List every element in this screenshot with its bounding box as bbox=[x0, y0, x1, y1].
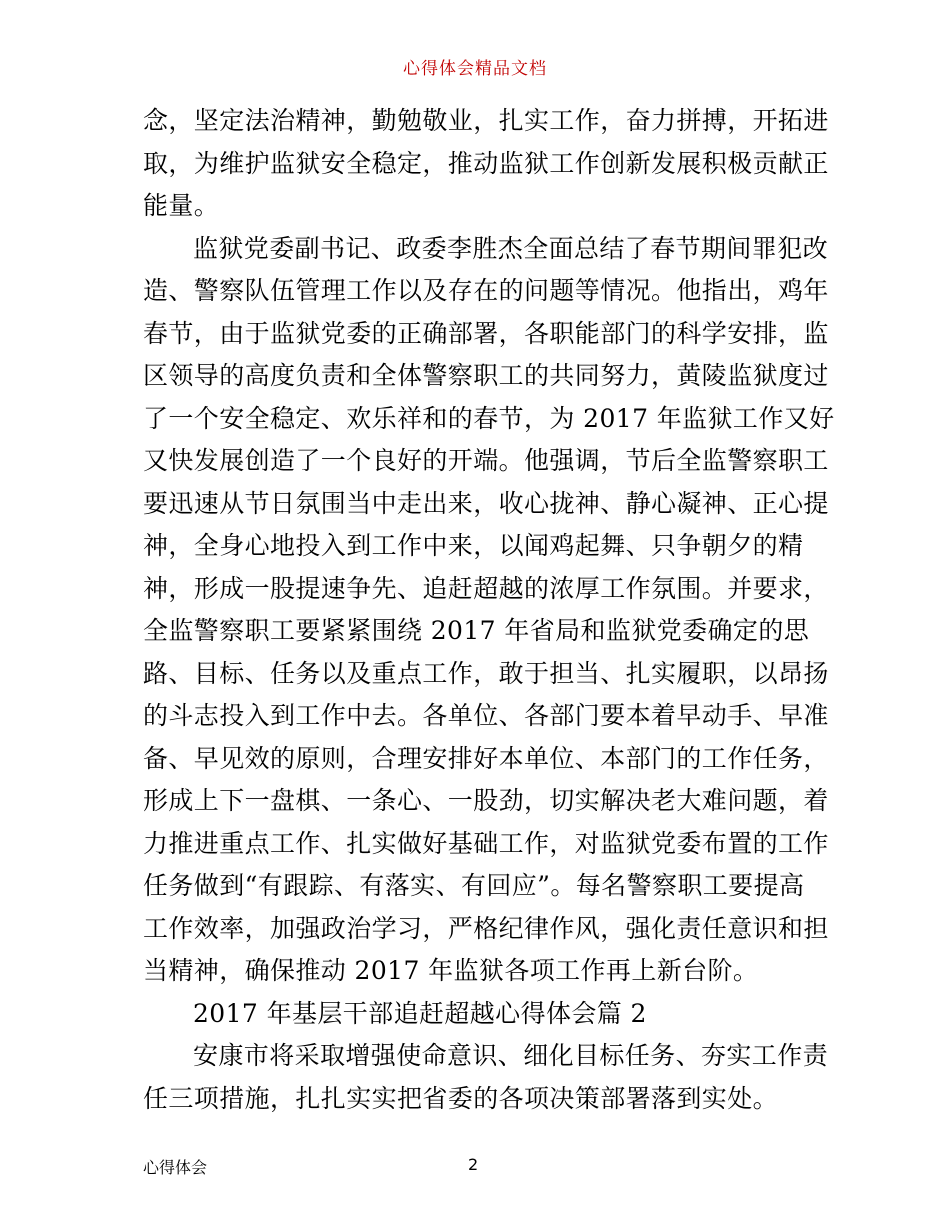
text-line: 力推进重点工作、扎实做好基础工作，对监狱党委布置的工作 bbox=[143, 828, 829, 858]
text-line: 念，坚定法治精神，勤勉敬业，扎实工作，奋力拼搏，开拓进 bbox=[143, 106, 829, 135]
text-line: 工作效率，加强政治学习，严格纪律作风，强化责任意识和担 bbox=[143, 913, 829, 943]
text-line: 2017 年基层干部追赶超越心得体会篇 2 bbox=[193, 998, 647, 1028]
page-number: 2 bbox=[468, 1155, 479, 1174]
text-line: 造、警察队伍管理工作以及存在的问题等情况。他指出，鸡年 bbox=[143, 276, 829, 305]
text-line: 当精神，确保推动 2017 年监狱各项工作再上新台阶。 bbox=[143, 956, 759, 985]
text-line: 神，全身心地投入到工作中来，以闻鸡起舞、只争朝夕的精 bbox=[143, 531, 804, 560]
text-line: 监狱党委副书记、政委李胜杰全面总结了春节期间罪犯改 bbox=[193, 233, 829, 263]
text-line: 全监警察职工要紧紧围绕 2017 年省局和监狱党委确定的思 bbox=[143, 616, 810, 645]
text-line: 又快发展创造了一个良好的开端。他强调，节后全监警察职工 bbox=[143, 446, 829, 475]
text-line: 任务做到“有跟踪、有落实、有回应”。每名警察职工要提高 bbox=[143, 871, 805, 900]
text-line: 任三项措施，扎扎实实把省委的各项决策部署落到实处。 bbox=[143, 1083, 779, 1113]
text-line: 了一个安全稳定、欢乐祥和的春节，为 2017 年监狱工作又好 bbox=[143, 403, 835, 433]
text-line: 神，形成一股提速争先、追赶超越的浓厚工作氛围。并要求， bbox=[143, 573, 829, 603]
text-line: 取，为维护监狱安全稳定，推动监狱工作创新发展积极贡献正 bbox=[143, 148, 829, 178]
text-line: 春节，由于监狱党委的正确部署，各职能部门的科学安排，监 bbox=[143, 318, 829, 348]
document-header: 心得体会精品文档 bbox=[403, 59, 547, 79]
footer-label: 心得体会 bbox=[143, 1158, 208, 1177]
text-line: 要迅速从节日氛围当中走出来，收心拢神、静心凝神、正心提 bbox=[143, 488, 829, 518]
text-line: 区领导的高度负责和全体警察职工的共同努力，黄陵监狱度过 bbox=[143, 361, 829, 390]
text-line: 形成上下一盘棋、一条心、一股劲，切实解决老大难问题，着 bbox=[143, 786, 829, 815]
text-line: 备、早见效的原则，合理安排好本单位、本部门的工作任务， bbox=[143, 743, 829, 773]
text-line: 的斗志投入到工作中去。各单位、各部门要本着早动手、早准 bbox=[143, 701, 829, 730]
document-body bbox=[143, 100, 835, 1120]
text-line: 路、目标、任务以及重点工作，敢于担当、扎实履职，以昂扬 bbox=[143, 658, 829, 688]
text-line: 安康市将采取增强使命意识、细化目标任务、夯实工作责 bbox=[193, 1041, 829, 1070]
text-line: 能量。 bbox=[143, 191, 220, 220]
